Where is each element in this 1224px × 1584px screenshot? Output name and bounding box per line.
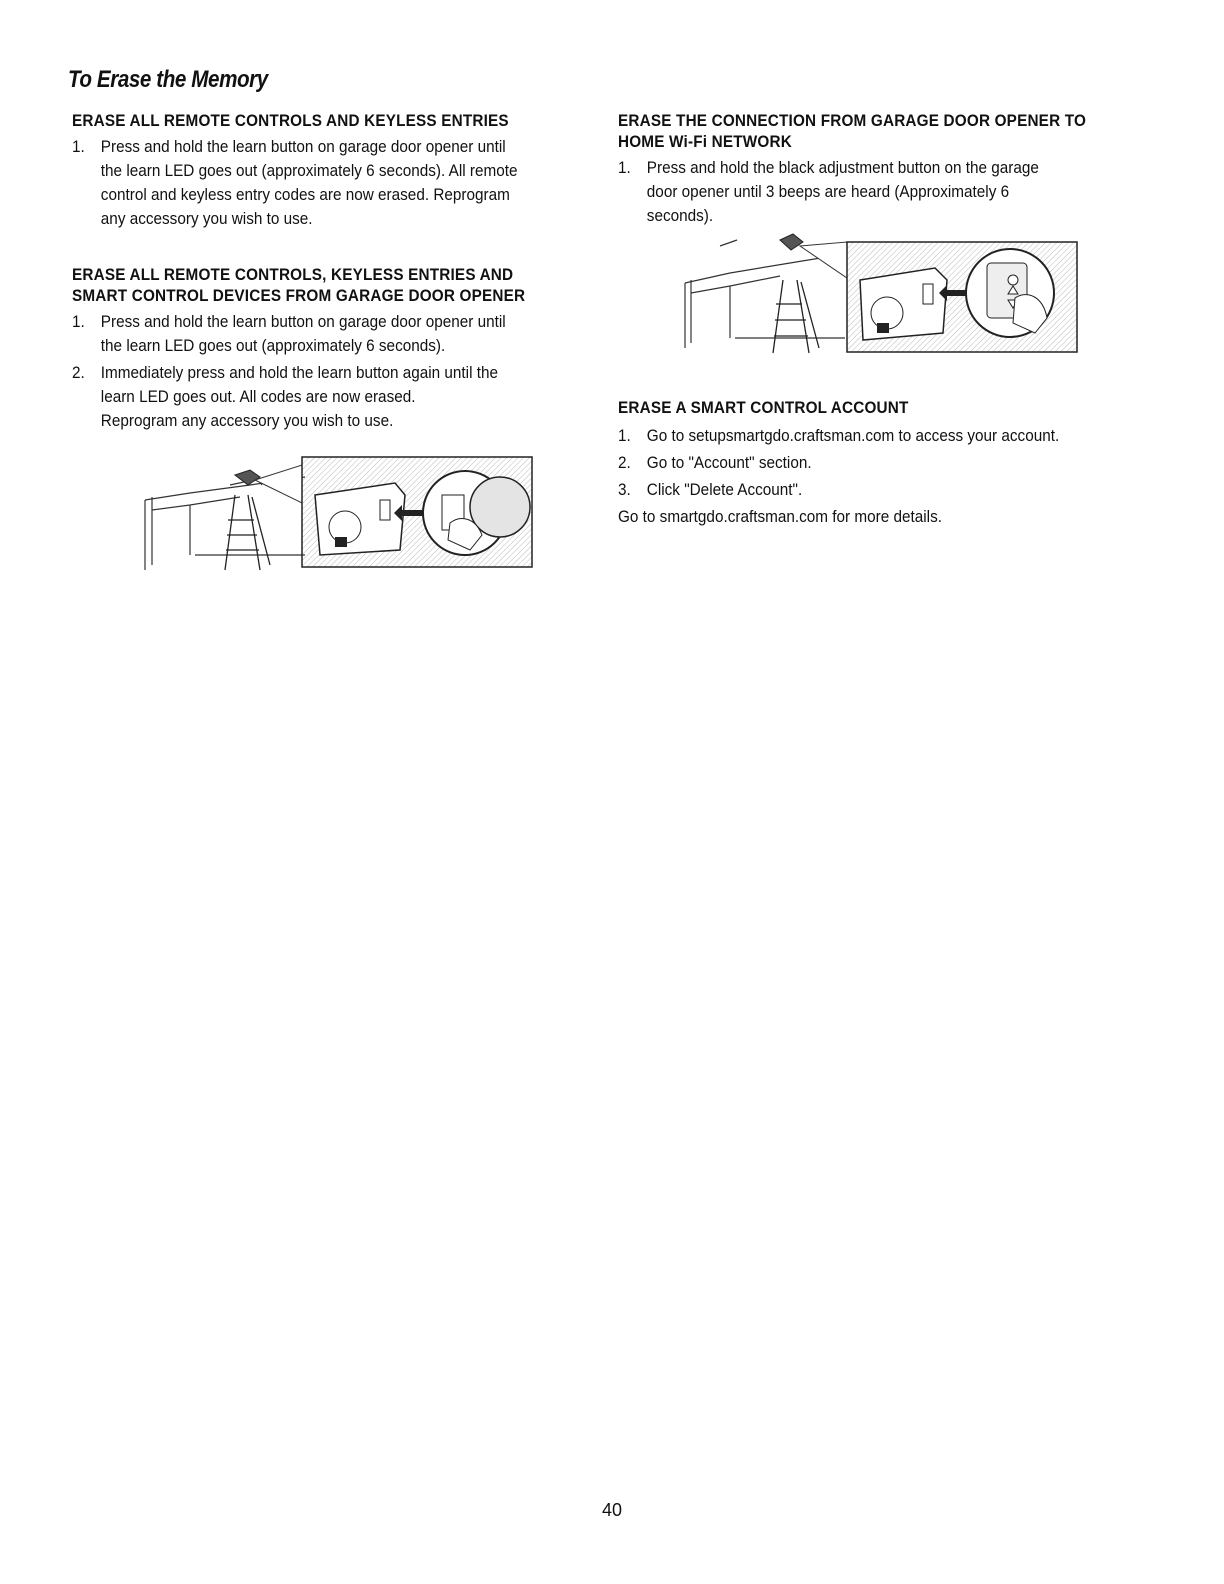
step-text: the learn LED goes out (approximately 6 seconds). [100,336,446,355]
heading-line: ERASE THE CONNECTION FROM GARAGE DOOR OPENER TO [618,111,1087,130]
step-text: Go to setupsmartgdo.craftsman.com to access your account. [646,426,1060,445]
step-text: seconds). [646,206,714,225]
heading-line: HOME Wi-Fi NETWORK [618,132,792,151]
step-number: 1. [618,426,631,445]
section-heading-erase-all-smart [72,264,576,306]
list-item [618,156,1160,228]
step-text: Press and hold the learn button on garage door opener until [100,312,506,331]
page-number: 40 [601,1500,623,1520]
heading-line: SMART CONTROL DEVICES FROM GARAGE DOOR OPENER [72,286,526,305]
step-number: 2. [72,363,85,382]
step-text: Go to "Account" section. [646,453,812,472]
steps-erase-account [618,424,1158,502]
garage-opener-adjustment-button-illustration [675,228,1085,363]
steps-erase-wifi [618,156,1158,228]
step-text: Press and hold the learn button on garage door opener until [100,137,506,156]
step-text: Click "Delete Account". [646,480,803,499]
step-text: door opener until 3 beeps are heard (Approximately 6 [646,182,1010,201]
step-number: 3. [618,480,631,499]
list-item [618,424,1160,448]
step-number: 2. [618,453,631,472]
steps-erase-remotes [72,135,592,231]
step-text: Immediately press and hold the learn button again until the [100,363,499,382]
list-item [72,135,614,231]
garage-opener-learn-button-illustration [130,455,540,585]
step-number: 1. [618,158,631,177]
step-text: the learn LED goes out (approximately 6 seconds). All remote [100,161,518,180]
left-column [72,110,592,436]
step-text: Reprogram any accessory you wish to use. [100,411,394,430]
section-heading-erase-wifi [618,110,1122,152]
list-item [618,478,1160,502]
section-heading-erase-account: ERASE A SMART CONTROL ACCOUNT [618,398,909,417]
account-note: Go to smartgdo.craftsman.com for more details. [618,507,942,526]
step-number: 1. [72,312,85,331]
step-number: 1. [72,137,85,156]
page-title: To Erase the Memory [68,66,268,93]
steps-erase-all-smart [72,310,592,433]
list-item [72,361,614,433]
list-item [618,451,1160,475]
step-text: Press and hold the black adjustment button on the garage [646,158,1039,177]
step-text: learn LED goes out. All codes are now erased. [100,387,416,406]
step-text: any accessory you wish to use. [100,209,313,228]
section-heading-erase-remotes: ERASE ALL REMOTE CONTROLS AND KEYLESS ENTRIES [72,111,509,130]
heading-line: ERASE ALL REMOTE CONTROLS, KEYLESS ENTRIES AND [72,265,514,284]
step-text: control and keyless entry codes are now erased. Reprogram [100,185,510,204]
list-item [72,310,614,358]
